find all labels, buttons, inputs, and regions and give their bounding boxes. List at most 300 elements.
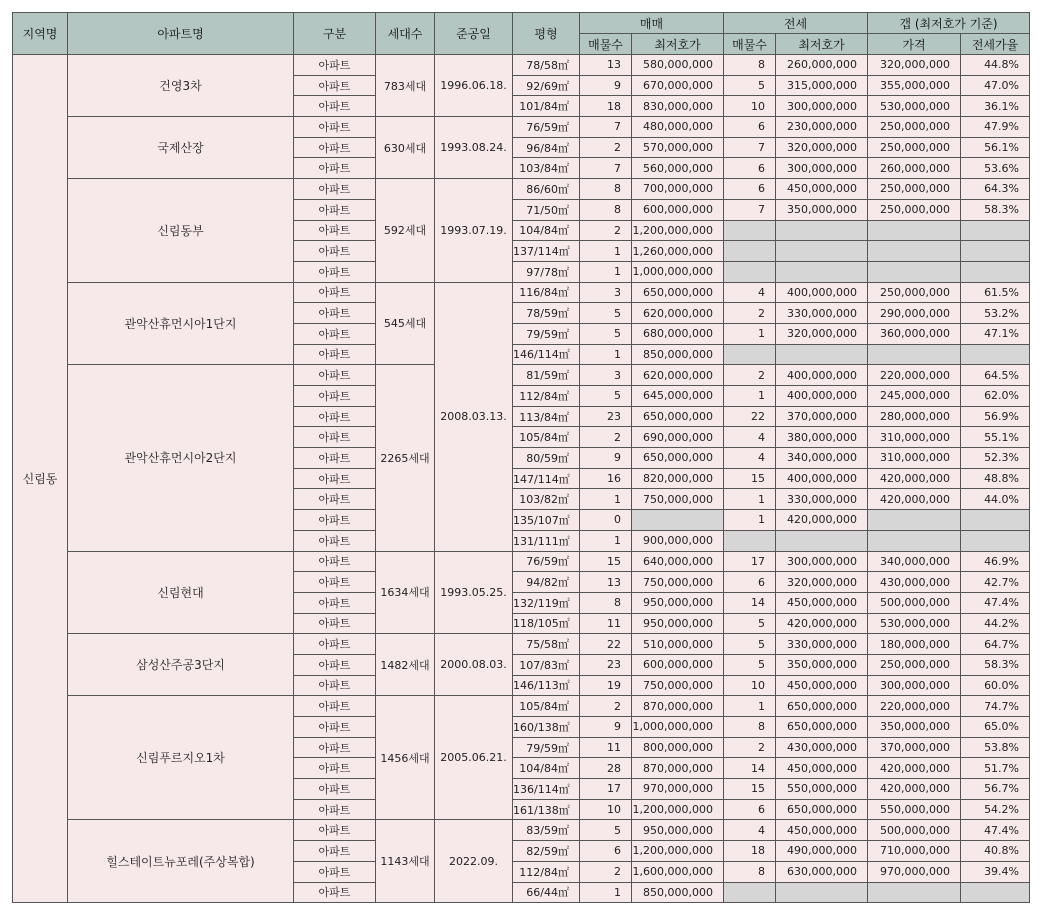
jeonse-min-cell: 400,000,000	[776, 386, 868, 407]
header-households: 세대수	[376, 13, 435, 55]
apt-name-cell: 관악산휴먼시아2단지	[68, 365, 294, 551]
apartment-listing-table	[12, 12, 1030, 903]
jeonse-count-cell	[724, 261, 776, 282]
jeonse-count-cell: 6	[724, 572, 776, 593]
gap-ratio-cell: 58.3%	[961, 199, 1030, 220]
type-cell: 아파트	[294, 55, 376, 76]
gap-price-cell	[868, 344, 961, 365]
jeonse-min-cell	[776, 344, 868, 365]
gap-price-cell: 970,000,000	[868, 861, 961, 882]
type-cell: 아파트	[294, 386, 376, 407]
gap-price-cell: 355,000,000	[868, 75, 961, 96]
header-jeonse-min: 최저호가	[776, 34, 868, 55]
sale-count-cell: 5	[580, 303, 632, 324]
sale-count-cell: 2	[580, 220, 632, 241]
jeonse-count-cell	[724, 220, 776, 241]
sale-min-cell: 680,000,000	[632, 323, 724, 344]
jeonse-count-cell: 4	[724, 448, 776, 469]
header-sale-min: 최저호가	[632, 34, 724, 55]
gap-ratio-cell: 64.7%	[961, 634, 1030, 655]
type-cell: 아파트	[294, 220, 376, 241]
sale-count-cell: 9	[580, 448, 632, 469]
type-cell: 아파트	[294, 841, 376, 862]
size-cell: 66/44㎡	[513, 882, 580, 903]
households-cell: 2265세대	[376, 365, 435, 551]
jeonse-count-cell: 2	[724, 365, 776, 386]
type-cell: 아파트	[294, 758, 376, 779]
size-cell: 112/84㎡	[513, 386, 580, 407]
type-cell: 아파트	[294, 96, 376, 117]
jeonse-min-cell: 450,000,000	[776, 758, 868, 779]
jeonse-min-cell: 315,000,000	[776, 75, 868, 96]
type-cell: 아파트	[294, 137, 376, 158]
sale-min-cell: 850,000,000	[632, 344, 724, 365]
type-cell: 아파트	[294, 882, 376, 903]
jeonse-min-cell	[776, 261, 868, 282]
gap-ratio-cell: 74.7%	[961, 696, 1030, 717]
sale-count-cell: 11	[580, 737, 632, 758]
jeonse-min-cell: 300,000,000	[776, 96, 868, 117]
gap-price-cell: 250,000,000	[868, 199, 961, 220]
sale-min-cell: 950,000,000	[632, 592, 724, 613]
size-cell: 86/60㎡	[513, 179, 580, 200]
sale-min-cell: 510,000,000	[632, 634, 724, 655]
type-cell: 아파트	[294, 158, 376, 179]
table-row	[13, 365, 1030, 386]
sale-count-cell: 8	[580, 199, 632, 220]
type-cell: 아파트	[294, 344, 376, 365]
sale-count-cell: 6	[580, 841, 632, 862]
jeonse-count-cell: 1	[724, 323, 776, 344]
header-gap-price: 가격	[868, 34, 961, 55]
gap-price-cell: 250,000,000	[868, 117, 961, 138]
jeonse-min-cell: 320,000,000	[776, 137, 868, 158]
gap-price-cell: 250,000,000	[868, 137, 961, 158]
sale-count-cell: 1	[580, 344, 632, 365]
jeonse-count-cell: 10	[724, 96, 776, 117]
sale-min-cell: 750,000,000	[632, 489, 724, 510]
size-cell: 105/84㎡	[513, 696, 580, 717]
jeonse-min-cell: 300,000,000	[776, 158, 868, 179]
size-cell: 82/59㎡	[513, 841, 580, 862]
jeonse-count-cell: 5	[724, 613, 776, 634]
gap-ratio-cell: 52.3%	[961, 448, 1030, 469]
gap-ratio-cell: 44.0%	[961, 489, 1030, 510]
sale-min-cell: 570,000,000	[632, 137, 724, 158]
jeonse-min-cell: 400,000,000	[776, 365, 868, 386]
type-cell: 아파트	[294, 675, 376, 696]
gap-price-cell: 250,000,000	[868, 654, 961, 675]
type-cell: 아파트	[294, 717, 376, 738]
type-cell: 아파트	[294, 427, 376, 448]
gap-ratio-cell: 46.9%	[961, 551, 1030, 572]
gap-ratio-cell: 61.5%	[961, 282, 1030, 303]
header-sale: 매매	[580, 13, 724, 34]
type-cell: 아파트	[294, 634, 376, 655]
sale-min-cell: 830,000,000	[632, 96, 724, 117]
jeonse-count-cell: 15	[724, 468, 776, 489]
gap-price-cell: 530,000,000	[868, 613, 961, 634]
sale-count-cell: 16	[580, 468, 632, 489]
header-size: 평형	[513, 13, 580, 55]
gap-price-cell: 420,000,000	[868, 468, 961, 489]
type-cell: 아파트	[294, 282, 376, 303]
gap-price-cell: 300,000,000	[868, 675, 961, 696]
sale-min-cell: 1,200,000,000	[632, 799, 724, 820]
sale-count-cell: 1	[580, 489, 632, 510]
jeonse-count-cell	[724, 530, 776, 551]
size-cell: 135/107㎡	[513, 510, 580, 531]
size-cell: 78/58㎡	[513, 55, 580, 76]
size-cell: 131/111㎡	[513, 530, 580, 551]
households-cell: 630세대	[376, 117, 435, 179]
gap-ratio-cell: 62.0%	[961, 386, 1030, 407]
jeonse-min-cell: 400,000,000	[776, 468, 868, 489]
type-cell: 아파트	[294, 572, 376, 593]
sale-min-cell: 950,000,000	[632, 613, 724, 634]
size-cell: 118/105㎡	[513, 613, 580, 634]
jeonse-count-cell: 1	[724, 696, 776, 717]
completion-cell: 2008.03.13.	[435, 282, 513, 551]
type-cell: 아파트	[294, 510, 376, 531]
jeonse-min-cell: 630,000,000	[776, 861, 868, 882]
apt-name-cell: 신림동부	[68, 179, 294, 282]
households-cell: 592세대	[376, 179, 435, 282]
gap-price-cell: 250,000,000	[868, 282, 961, 303]
type-cell: 아파트	[294, 613, 376, 634]
gap-price-cell: 220,000,000	[868, 365, 961, 386]
jeonse-count-cell: 22	[724, 406, 776, 427]
size-cell: 97/78㎡	[513, 261, 580, 282]
sale-count-cell: 23	[580, 654, 632, 675]
sale-count-cell: 13	[580, 55, 632, 76]
size-cell: 146/113㎡	[513, 675, 580, 696]
jeonse-min-cell: 420,000,000	[776, 613, 868, 634]
gap-ratio-cell: 47.1%	[961, 323, 1030, 344]
table-body	[13, 55, 1030, 903]
gap-ratio-cell: 56.1%	[961, 137, 1030, 158]
gap-ratio-cell: 65.0%	[961, 717, 1030, 738]
gap-price-cell: 500,000,000	[868, 820, 961, 841]
gap-ratio-cell	[961, 220, 1030, 241]
sale-count-cell: 3	[580, 282, 632, 303]
sale-count-cell: 19	[580, 675, 632, 696]
completion-cell: 1993.07.19.	[435, 179, 513, 282]
sale-count-cell: 2	[580, 427, 632, 448]
jeonse-count-cell: 5	[724, 654, 776, 675]
size-cell: 101/84㎡	[513, 96, 580, 117]
jeonse-count-cell: 14	[724, 592, 776, 613]
header-jeonse-count: 매물수	[724, 34, 776, 55]
sale-count-cell: 1	[580, 882, 632, 903]
type-cell: 아파트	[294, 303, 376, 324]
header-apt-name: 아파트명	[68, 13, 294, 55]
sale-count-cell: 18	[580, 96, 632, 117]
sale-count-cell: 1	[580, 241, 632, 262]
jeonse-count-cell: 7	[724, 137, 776, 158]
jeonse-min-cell: 350,000,000	[776, 199, 868, 220]
gap-ratio-cell	[961, 882, 1030, 903]
sale-min-cell: 620,000,000	[632, 365, 724, 386]
jeonse-min-cell: 450,000,000	[776, 179, 868, 200]
gap-price-cell: 280,000,000	[868, 406, 961, 427]
completion-cell: 2005.06.21.	[435, 696, 513, 820]
gap-price-cell: 260,000,000	[868, 158, 961, 179]
jeonse-min-cell: 450,000,000	[776, 675, 868, 696]
header-completion: 준공일	[435, 13, 513, 55]
gap-price-cell: 245,000,000	[868, 386, 961, 407]
jeonse-min-cell: 320,000,000	[776, 323, 868, 344]
sale-count-cell: 3	[580, 365, 632, 386]
sale-min-cell: 700,000,000	[632, 179, 724, 200]
sale-min-cell: 870,000,000	[632, 758, 724, 779]
sale-count-cell: 28	[580, 758, 632, 779]
jeonse-count-cell: 7	[724, 199, 776, 220]
gap-ratio-cell: 40.8%	[961, 841, 1030, 862]
size-cell: 78/59㎡	[513, 303, 580, 324]
gap-price-cell: 340,000,000	[868, 551, 961, 572]
sale-min-cell: 690,000,000	[632, 427, 724, 448]
jeonse-count-cell: 5	[724, 75, 776, 96]
size-cell: 75/58㎡	[513, 634, 580, 655]
gap-price-cell: 710,000,000	[868, 841, 961, 862]
size-cell: 113/84㎡	[513, 406, 580, 427]
sale-count-cell: 23	[580, 406, 632, 427]
type-cell: 아파트	[294, 799, 376, 820]
jeonse-count-cell: 10	[724, 675, 776, 696]
type-cell: 아파트	[294, 779, 376, 800]
sale-min-cell: 1,000,000,000	[632, 261, 724, 282]
type-cell: 아파트	[294, 199, 376, 220]
sale-min-cell: 640,000,000	[632, 551, 724, 572]
jeonse-count-cell	[724, 241, 776, 262]
jeonse-min-cell: 330,000,000	[776, 634, 868, 655]
sale-count-cell: 5	[580, 386, 632, 407]
table-row	[13, 179, 1030, 200]
sale-count-cell: 10	[580, 799, 632, 820]
size-cell: 96/84㎡	[513, 137, 580, 158]
jeonse-min-cell: 330,000,000	[776, 303, 868, 324]
type-cell: 아파트	[294, 861, 376, 882]
gap-ratio-cell	[961, 344, 1030, 365]
table-row	[13, 820, 1030, 841]
gap-price-cell: 430,000,000	[868, 572, 961, 593]
apt-name-cell: 신림푸르지오1차	[68, 696, 294, 820]
sale-min-cell: 650,000,000	[632, 406, 724, 427]
jeonse-min-cell	[776, 882, 868, 903]
sale-min-cell: 620,000,000	[632, 303, 724, 324]
sale-count-cell: 17	[580, 779, 632, 800]
header-sale-count: 매물수	[580, 34, 632, 55]
jeonse-count-cell: 5	[724, 634, 776, 655]
size-cell: 160/138㎡	[513, 717, 580, 738]
gap-price-cell: 360,000,000	[868, 323, 961, 344]
type-cell: 아파트	[294, 448, 376, 469]
sale-min-cell	[632, 510, 724, 531]
sale-count-cell: 8	[580, 592, 632, 613]
gap-ratio-cell: 56.7%	[961, 779, 1030, 800]
table-row	[13, 282, 1030, 303]
sale-count-cell: 1	[580, 261, 632, 282]
size-cell: 103/84㎡	[513, 158, 580, 179]
size-cell: 132/119㎡	[513, 592, 580, 613]
type-cell: 아파트	[294, 75, 376, 96]
households-cell: 1143세대	[376, 820, 435, 903]
size-cell: 146/114㎡	[513, 344, 580, 365]
sale-min-cell: 1,200,000,000	[632, 841, 724, 862]
sale-min-cell: 850,000,000	[632, 882, 724, 903]
size-cell: 80/59㎡	[513, 448, 580, 469]
size-cell: 103/82㎡	[513, 489, 580, 510]
jeonse-min-cell: 320,000,000	[776, 572, 868, 593]
jeonse-count-cell	[724, 882, 776, 903]
completion-cell: 1996.06.18.	[435, 55, 513, 117]
table-row	[13, 55, 1030, 76]
sale-min-cell: 600,000,000	[632, 199, 724, 220]
gap-price-cell	[868, 241, 961, 262]
type-cell: 아파트	[294, 179, 376, 200]
type-cell: 아파트	[294, 820, 376, 841]
sale-min-cell: 650,000,000	[632, 448, 724, 469]
region-cell: 신림동	[13, 55, 68, 903]
size-cell: 104/84㎡	[513, 220, 580, 241]
size-cell: 136/114㎡	[513, 779, 580, 800]
sale-min-cell: 480,000,000	[632, 117, 724, 138]
sale-min-cell: 650,000,000	[632, 282, 724, 303]
jeonse-count-cell: 1	[724, 510, 776, 531]
gap-price-cell	[868, 261, 961, 282]
gap-ratio-cell: 47.4%	[961, 592, 1030, 613]
size-cell: 137/114㎡	[513, 241, 580, 262]
gap-price-cell	[868, 510, 961, 531]
size-cell: 81/59㎡	[513, 365, 580, 386]
header-gap-ratio: 전세가율	[961, 34, 1030, 55]
gap-price-cell: 310,000,000	[868, 448, 961, 469]
jeonse-min-cell: 420,000,000	[776, 510, 868, 531]
jeonse-min-cell: 400,000,000	[776, 282, 868, 303]
jeonse-count-cell	[724, 344, 776, 365]
gap-price-cell: 500,000,000	[868, 592, 961, 613]
sale-count-cell: 8	[580, 179, 632, 200]
apt-name-cell: 관악산휴먼시아1단지	[68, 282, 294, 365]
gap-price-cell: 550,000,000	[868, 799, 961, 820]
gap-price-cell: 350,000,000	[868, 717, 961, 738]
households-cell: 1482세대	[376, 634, 435, 696]
header-type: 구분	[294, 13, 376, 55]
type-cell: 아파트	[294, 117, 376, 138]
size-cell: 92/69㎡	[513, 75, 580, 96]
households-cell: 1456세대	[376, 696, 435, 820]
jeonse-count-cell: 1	[724, 386, 776, 407]
gap-price-cell: 370,000,000	[868, 737, 961, 758]
jeonse-min-cell: 300,000,000	[776, 551, 868, 572]
sale-count-cell: 7	[580, 117, 632, 138]
gap-ratio-cell: 53.6%	[961, 158, 1030, 179]
jeonse-min-cell: 550,000,000	[776, 779, 868, 800]
gap-ratio-cell: 39.4%	[961, 861, 1030, 882]
size-cell: 76/59㎡	[513, 551, 580, 572]
sale-count-cell: 5	[580, 820, 632, 841]
gap-ratio-cell: 47.9%	[961, 117, 1030, 138]
sale-min-cell: 950,000,000	[632, 820, 724, 841]
type-cell: 아파트	[294, 592, 376, 613]
jeonse-count-cell: 6	[724, 799, 776, 820]
sale-min-cell: 750,000,000	[632, 675, 724, 696]
jeonse-min-cell	[776, 241, 868, 262]
size-cell: 104/84㎡	[513, 758, 580, 779]
type-cell: 아파트	[294, 654, 376, 675]
size-cell: 105/84㎡	[513, 427, 580, 448]
sale-min-cell: 600,000,000	[632, 654, 724, 675]
type-cell: 아파트	[294, 530, 376, 551]
gap-price-cell: 180,000,000	[868, 634, 961, 655]
gap-ratio-cell: 36.1%	[961, 96, 1030, 117]
jeonse-min-cell: 370,000,000	[776, 406, 868, 427]
jeonse-count-cell: 2	[724, 303, 776, 324]
jeonse-min-cell: 260,000,000	[776, 55, 868, 76]
size-cell: 147/114㎡	[513, 468, 580, 489]
size-cell: 76/59㎡	[513, 117, 580, 138]
gap-ratio-cell: 53.8%	[961, 737, 1030, 758]
jeonse-count-cell: 8	[724, 861, 776, 882]
type-cell: 아파트	[294, 696, 376, 717]
gap-price-cell	[868, 530, 961, 551]
gap-ratio-cell	[961, 241, 1030, 262]
sale-count-cell: 2	[580, 137, 632, 158]
table-row	[13, 634, 1030, 655]
sale-count-cell: 2	[580, 696, 632, 717]
sale-min-cell: 1,200,000,000	[632, 220, 724, 241]
completion-cell: 1993.05.25.	[435, 551, 513, 634]
jeonse-count-cell: 15	[724, 779, 776, 800]
gap-ratio-cell: 53.2%	[961, 303, 1030, 324]
apartment-listing-table-wrapper	[12, 12, 1030, 903]
size-cell: 161/138㎡	[513, 799, 580, 820]
sale-count-cell: 1	[580, 530, 632, 551]
households-cell: 783세대	[376, 55, 435, 117]
sale-count-cell: 15	[580, 551, 632, 572]
gap-ratio-cell: 42.7%	[961, 572, 1030, 593]
gap-ratio-cell: 47.4%	[961, 820, 1030, 841]
apt-name-cell: 신림현대	[68, 551, 294, 634]
header-gap: 갭 (최저호가 기준)	[868, 13, 1030, 34]
jeonse-min-cell: 430,000,000	[776, 737, 868, 758]
sale-min-cell: 900,000,000	[632, 530, 724, 551]
gap-price-cell	[868, 882, 961, 903]
type-cell: 아파트	[294, 261, 376, 282]
sale-count-cell: 11	[580, 613, 632, 634]
gap-ratio-cell: 54.2%	[961, 799, 1030, 820]
size-cell: 71/50㎡	[513, 199, 580, 220]
jeonse-min-cell: 330,000,000	[776, 489, 868, 510]
type-cell: 아파트	[294, 241, 376, 262]
gap-ratio-cell: 44.8%	[961, 55, 1030, 76]
size-cell: 83/59㎡	[513, 820, 580, 841]
type-cell: 아파트	[294, 737, 376, 758]
gap-ratio-cell: 51.7%	[961, 758, 1030, 779]
jeonse-count-cell: 4	[724, 427, 776, 448]
gap-ratio-cell	[961, 530, 1030, 551]
jeonse-count-cell: 1	[724, 489, 776, 510]
sale-count-cell: 9	[580, 75, 632, 96]
header-jeonse: 전세	[724, 13, 868, 34]
jeonse-count-cell: 8	[724, 717, 776, 738]
sale-count-cell: 7	[580, 158, 632, 179]
jeonse-min-cell: 340,000,000	[776, 448, 868, 469]
completion-cell: 2000.08.03.	[435, 634, 513, 696]
sale-count-cell: 22	[580, 634, 632, 655]
gap-price-cell: 250,000,000	[868, 179, 961, 200]
